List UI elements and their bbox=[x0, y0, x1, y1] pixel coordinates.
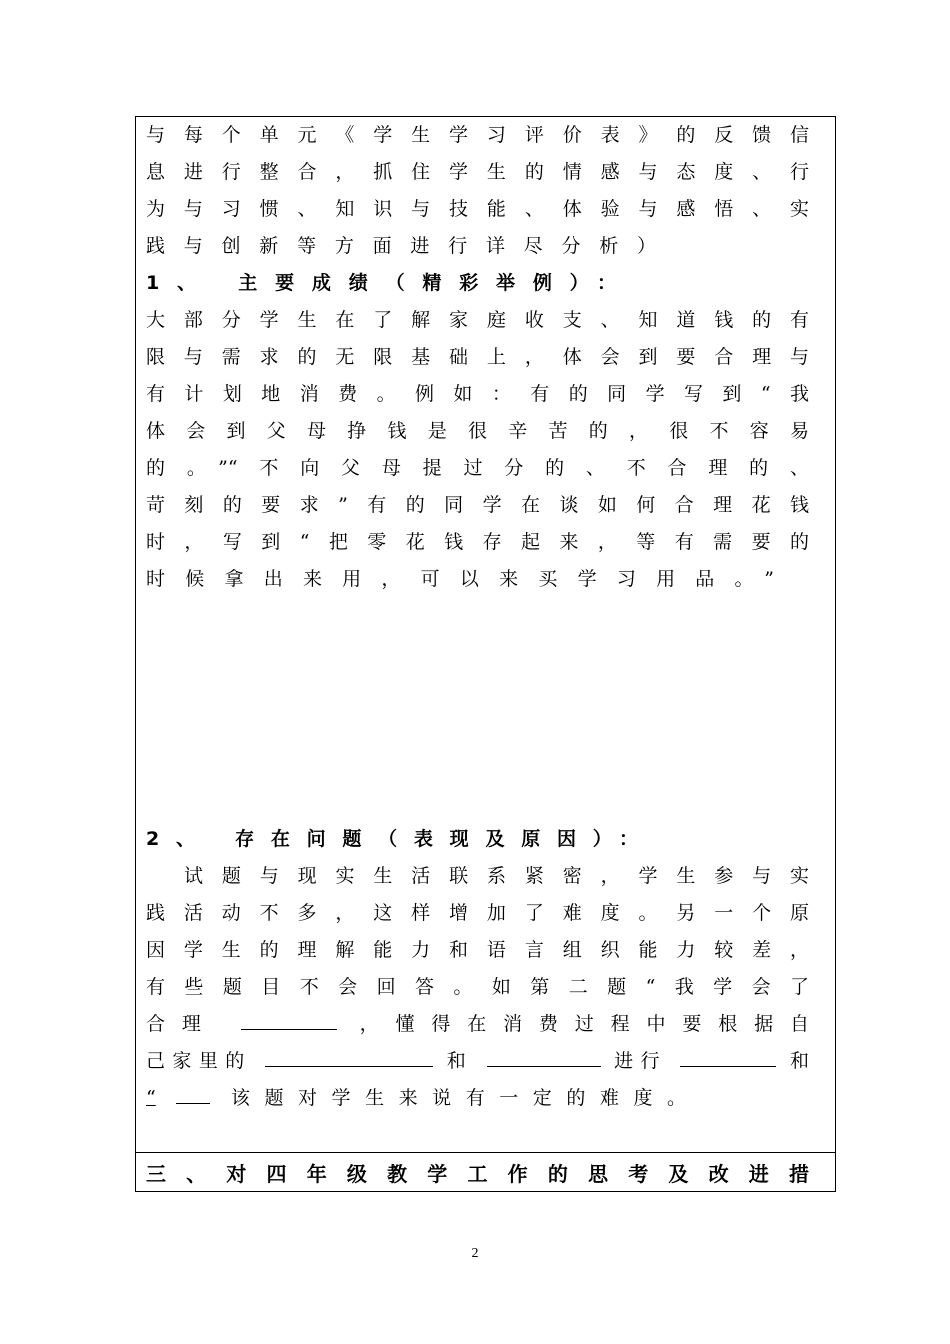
fill-text: 己家里的 bbox=[146, 1050, 252, 1072]
section1-line-6: 苛刻的要求”有的同学在谈如何合理花钱 bbox=[146, 494, 809, 516]
page-number: 2 bbox=[471, 1246, 479, 1261]
intro-line-1: 与每个单元《学生学习评价表》的反馈信 bbox=[146, 124, 809, 146]
section1-line-7: 时，写到“把零花钱存起来，等有需要的 bbox=[146, 531, 809, 553]
fill-text: 合理 bbox=[146, 1013, 218, 1035]
fill-text: “ bbox=[146, 1087, 156, 1109]
fill-text: 和 bbox=[446, 1050, 474, 1072]
section1-line-4: 体会到父母挣钱是很辛苦的，很不容易 bbox=[146, 420, 809, 442]
fill-text: 和 bbox=[789, 1050, 809, 1072]
section2-fill-line-1 bbox=[146, 1009, 809, 1039]
section-divider bbox=[135, 1152, 836, 1153]
fill-text: ，懂得在消费过程中要根据自 bbox=[359, 1013, 810, 1035]
section1-line-1: 大部分学生在了解家庭收支、知道钱的有 bbox=[146, 309, 809, 331]
fill-text: 该题对学生来说有一定的难度。 bbox=[230, 1087, 686, 1109]
section1-line-3: 有计划地消费。例如：有的同学写到“我 bbox=[146, 383, 809, 405]
section3-heading: 三、对四年级教学工作的思考及改进措 bbox=[146, 1162, 809, 1186]
answer-blank bbox=[241, 1009, 337, 1030]
answer-blank bbox=[680, 1046, 776, 1067]
section2-line-1: 试题与现实生活联系紧密，学生参与实 bbox=[184, 865, 809, 887]
answer-blank bbox=[176, 1083, 210, 1104]
section1-line-5: 的。”“不向父母提过分的、不合理的、 bbox=[146, 457, 809, 479]
section1-line-2: 限与需求的无限基础上，体会到要合理与 bbox=[146, 346, 809, 368]
section1-heading: 1、 主要成绩（精彩举例）： bbox=[146, 272, 616, 294]
section2-line-2: 践活动不多，这样增加了难度。另一个原 bbox=[146, 902, 809, 924]
section2-fill-line-3 bbox=[146, 1083, 686, 1113]
section2-heading: 2、 存在问题（表现及原因）： bbox=[146, 828, 638, 850]
answer-blank bbox=[487, 1046, 601, 1067]
answer-blank bbox=[265, 1046, 433, 1067]
section2-fill-line-2 bbox=[146, 1046, 809, 1076]
intro-line-2: 息进行整合，抓住学生的情感与态度、行 bbox=[146, 161, 809, 183]
section2-line-3: 因学生的理解能力和语言组织能力较差， bbox=[146, 939, 809, 961]
section2-line-4: 有些题目不会回答。如第二题“我学会了 bbox=[146, 976, 809, 998]
fill-text: 进行 bbox=[614, 1050, 667, 1072]
section1-line-8: 时候拿出来用，可以来买学习用品。” bbox=[146, 568, 774, 590]
intro-line-3: 为与习惯、知识与技能、体验与感悟、实 bbox=[146, 198, 809, 220]
intro-line-4: 践与创新等方面进行详尽分析） bbox=[146, 235, 656, 257]
